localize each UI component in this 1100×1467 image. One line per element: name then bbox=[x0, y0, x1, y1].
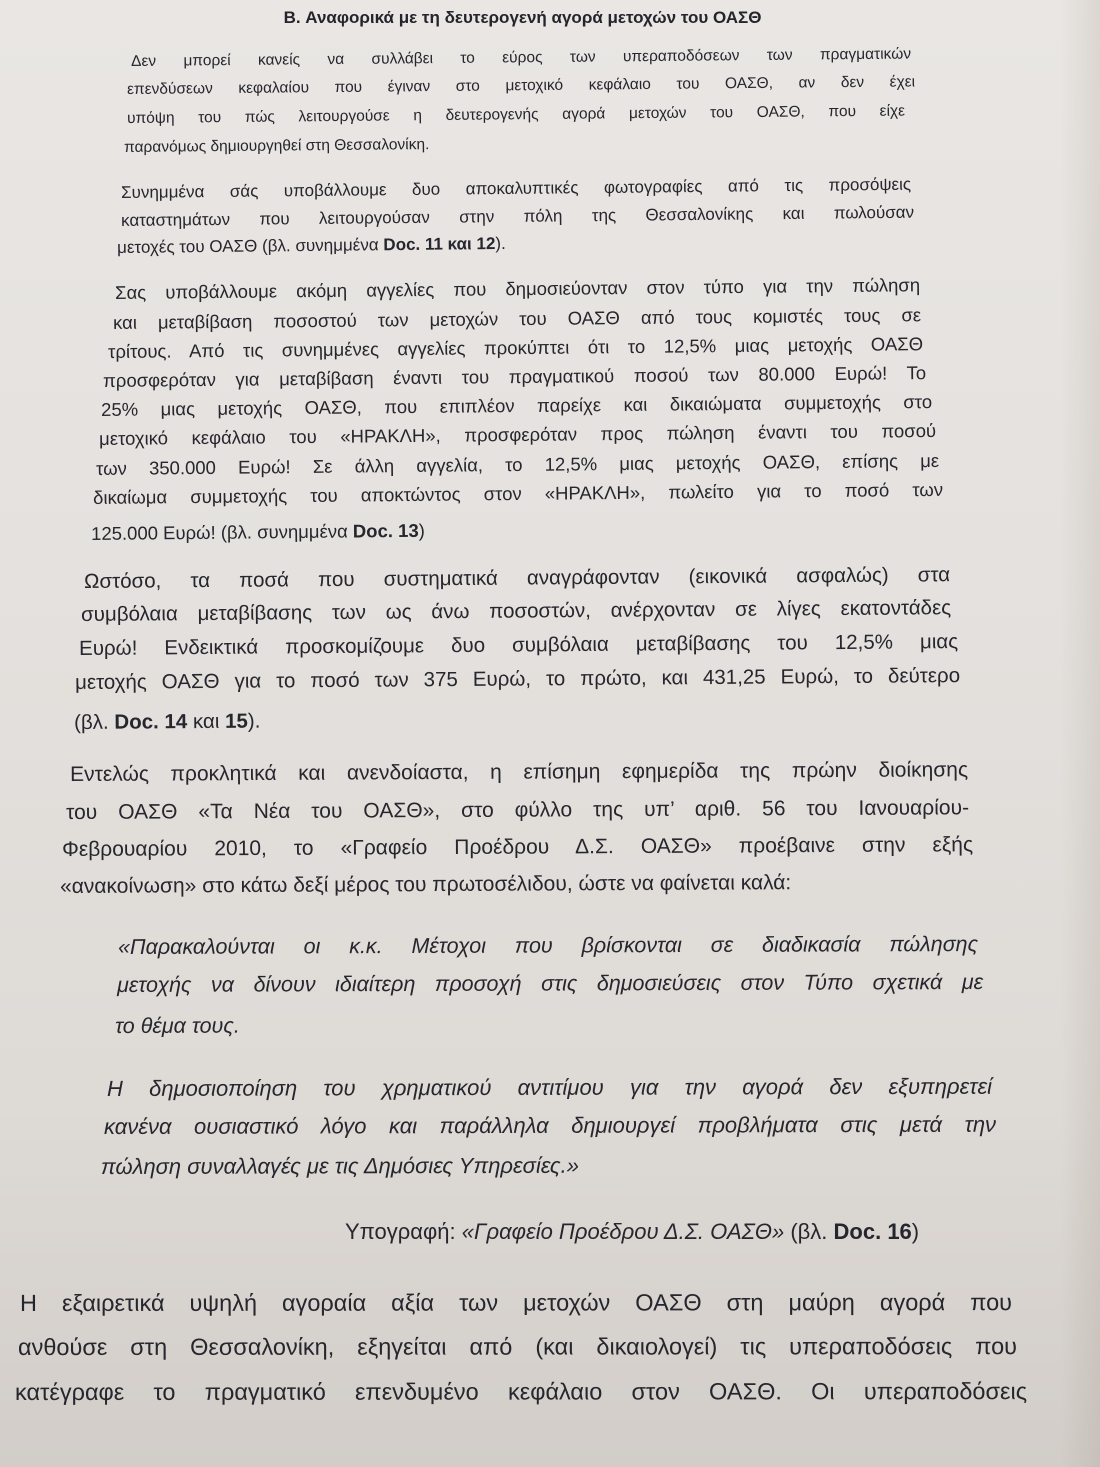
text-line: το θέμα τους. bbox=[115, 1013, 240, 1038]
text-line: καταστημάτων που λειτουργούσαν στην πόλη της Θεσσαλονίκης και πωλούσαν bbox=[121, 202, 915, 230]
text-line: «ανακοίνωση» στο κάτω δεξί μέρος του πρωτοσέλιδου, ώστε να φαίνεται καλά: bbox=[60, 871, 792, 898]
text-line: Η δημοσιοποίηση του χρηματικού αντιτίμου για την αγορά δεν εξυπηρετεί bbox=[107, 1073, 993, 1101]
text-segment: και bbox=[187, 709, 226, 734]
text-segment: ) bbox=[911, 1219, 920, 1244]
text-line: υπόψη του πώς λειτουργούσε η δευτερογενής αγορά μετοχών του ΟΑΣΘ, που είχε bbox=[127, 102, 906, 127]
text-line: και μεταβίβαση ποσοστού των μετοχών του ΟΑΣΘ από τους κομιστές τους σε bbox=[113, 304, 922, 333]
text-segment: ) bbox=[418, 519, 425, 541]
text-line: μετοχής ΟΑΣΘ για το ποσό των 375 Ευρώ, το πρώτο, και 431,25 Ευρώ, το δεύτερο bbox=[75, 664, 961, 694]
text-line bbox=[117, 234, 506, 258]
text-line: Συνημμένα σάς υποβάλλουμε δυο αποκαλυπτικές φωτογραφίες από τις προσόψεις bbox=[121, 174, 912, 202]
text-segment: 125.000 Ευρώ! (βλ. συνημμένα bbox=[91, 520, 353, 544]
text-line: παρανόμως δημιουργηθεί στη Θεσσαλονίκη. bbox=[124, 136, 430, 156]
text-line: Η εξαιρετικά υψηλή αγοραία αξία των μετοχών ΟΑΣΘ στη μαύρη αγορά που bbox=[20, 1289, 1013, 1316]
text-segment: (βλ. bbox=[74, 710, 115, 734]
text-line: Σας υποβάλλουμε ακόμη αγγελίες που δημοσιεύονταν στον τύπο για την πώληση bbox=[115, 274, 921, 303]
text-segment: (βλ. bbox=[784, 1219, 834, 1244]
doc-reference: Doc. 14 bbox=[114, 710, 188, 734]
text-segment: ). bbox=[495, 233, 506, 254]
text-line: του ΟΑΣΘ «Τα Νέα του ΟΑΣΘ», στο φύλλο της υπ’ αριθ. 56 του Ιανουαρίου- bbox=[66, 796, 970, 824]
text-line: Εντελώς προκλητικά και ανενδοίαστα, η επίσημη εφημερίδα της πρώην διοίκησης bbox=[70, 758, 969, 786]
text-line: Φεβρουαρίου 2010, το «Γραφείο Προέδρου Δ.Σ. ΟΑΣΘ» προέβαινε στην εξής bbox=[62, 833, 974, 861]
text-line: προσφερόταν για μεταβίβαση έναντι του πραγματικού ποσού των 80.000 Ευρώ! Το bbox=[103, 362, 927, 391]
text-line: 25% μιας μετοχής ΟΑΣΘ, που επιπλέον παρείχε και δικαιώματα συμμετοχής στο bbox=[101, 391, 933, 420]
text-line: Ευρώ! Ενδεικτικά προσκομίζουμε δυο συμβόλαια μεταβίβασης του 12,5% μιας bbox=[79, 630, 959, 660]
text-line: μετοχής να δίνουν ιδιαίτερη προσοχή στις δημοσιεύσεις στον Τύπο σχετικά με bbox=[117, 969, 984, 997]
text-line: κατέγραφε το πραγματικό επενδυμένο κεφάλαιο στον ΟΑΣΘ. Οι υπεραποδόσεις bbox=[15, 1378, 1028, 1405]
doc-reference: 15 bbox=[224, 709, 248, 733]
text-line bbox=[91, 520, 425, 545]
text-line: «Παρακαλούνται οι κ.κ. Μέτοχοι που βρίσκονται σε διαδικασία πώλησης bbox=[118, 931, 979, 959]
text-line: των 350.000 Ευρώ! Σε άλλη αγγελία, το 12,5% μιας μετοχής ΟΑΣΘ, επίσης με bbox=[96, 449, 940, 479]
text-line: τρίτους. Από τις συνημμένες αγγελίες προκύπτει ότι το 12,5% μιας μετοχής ΟΑΣΘ bbox=[108, 333, 924, 362]
text-line: ανθούσε στη Θεσσαλονίκη, εξηγείται από (και δικαιολογεί) τις υπεραποδόσεις που bbox=[18, 1333, 1018, 1360]
signature-line bbox=[345, 1219, 919, 1245]
text-line: συμβόλαια μεταβίβασης των ως άνω ποσοστών, ανέρχονταν σε λίγες εκατοντάδες bbox=[81, 596, 952, 626]
text-segment: μετοχές του ΟΑΣΘ (βλ. συνημμένα bbox=[117, 235, 384, 257]
text-line: κανένα ουσιαστικό λόγο και παράλληλα δημιουργεί προβλήματα στις μετά την bbox=[104, 1111, 997, 1139]
text-line: Δεν μπορεί κανείς να συλλάβει το εύρος των υπεραποδόσεων των πραγματικών bbox=[131, 45, 912, 70]
doc-reference: Doc. 16 bbox=[833, 1219, 912, 1244]
text-line bbox=[74, 710, 261, 735]
page-edge-shadow bbox=[1060, 0, 1100, 1467]
text-line: μετοχικό κεφάλαιο του «ΗΡΑΚΛΗ», προσφερόταν προς πώληση έναντι του ποσού bbox=[99, 419, 937, 449]
text-line: πώληση συναλλαγές με τις Δημόσιες Υπηρεσίες.» bbox=[101, 1152, 579, 1179]
signature-name: «Γραφείο Προέδρου Δ.Σ. ΟΑΣΘ» bbox=[461, 1219, 785, 1244]
doc-reference: Doc. 13 bbox=[352, 519, 419, 542]
signature-label: Υπογραφή: bbox=[345, 1219, 462, 1244]
text-line: Ωστόσο, τα ποσά που συστηματικά αναγράφονταν (εικονικά ασφαλώς) στα bbox=[84, 563, 951, 593]
text-segment: ). bbox=[247, 709, 261, 733]
text-line: επενδύσεων κεφαλαίου που έγιναν στο μετοχικό κεφάλαιο του ΟΑΣΘ, αν δεν έχει bbox=[127, 73, 916, 98]
doc-reference: Doc. 11 και 12 bbox=[383, 234, 496, 255]
section-heading: B. Αναφορικά με τη δευτερογενή αγορά μετοχών του ΟΑΣΘ bbox=[283, 8, 762, 27]
text-line: δικαίωμα συμμετοχής του αποκτώντος στον «ΗΡΑΚΛΗ», πωλείτο για το ποσό των bbox=[93, 478, 944, 508]
